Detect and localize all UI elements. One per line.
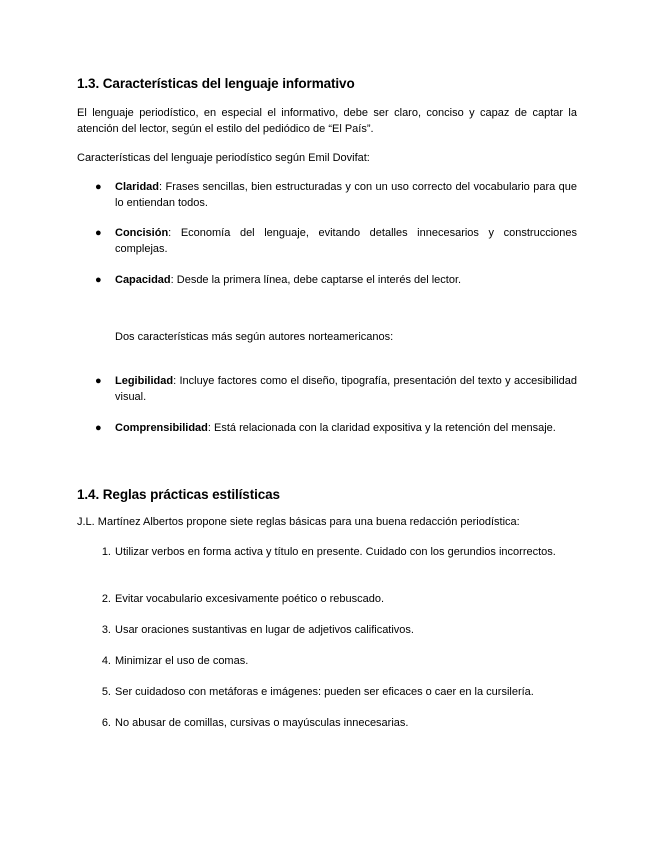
section-1-3-heading: 1.3. Características del lenguaje informativo bbox=[77, 76, 355, 91]
norteamericanos-lead: Dos características más según autores norteamericanos: bbox=[115, 331, 394, 343]
bullet-icon: ● bbox=[95, 274, 102, 286]
bullet-icon: ● bbox=[95, 227, 102, 239]
list-item bbox=[95, 592, 577, 608]
list-item bbox=[95, 273, 577, 289]
rule-text: No abusar de comillas, cursivas o mayúsculas innecesarias. bbox=[115, 717, 409, 729]
definition: : Está relacionada con la claridad expositiva y la retención del mensaje. bbox=[207, 422, 556, 434]
list-item bbox=[95, 685, 577, 701]
section-1-4-heading: 1.4. Reglas prácticas estilísticas bbox=[77, 487, 280, 502]
list-item bbox=[95, 374, 577, 405]
intro-paragraph: El lenguaje periodístico, en especial el informativo, debe ser claro, conciso y capaz de captar la atención del lector, según el estilo del pediódico de “El País”. bbox=[77, 107, 577, 135]
definition: : Economía del lenguaje, evitando detalles innecesarios y construcciones complejas. bbox=[115, 227, 577, 255]
item-number: 2. bbox=[101, 593, 111, 605]
dovifat-lead: Características del lenguaje periodístico según Emil Dovifat: bbox=[77, 152, 370, 164]
list-item bbox=[95, 716, 577, 732]
bullet-icon: ● bbox=[95, 422, 102, 434]
rule-text: Minimizar el uso de comas. bbox=[115, 655, 249, 667]
bullet-icon: ● bbox=[95, 375, 102, 387]
item-number: 6. bbox=[101, 717, 111, 729]
item-number: 1. bbox=[101, 546, 111, 558]
rule-text: Ser cuidadoso con metáforas e imágenes: pueden ser eficaces o caer en la cursilería. bbox=[115, 686, 534, 698]
definition: : Desde la primera línea, debe captarse el interés del lector. bbox=[170, 274, 462, 286]
list-item bbox=[95, 226, 577, 257]
list-item bbox=[95, 180, 577, 211]
term: Capacidad bbox=[115, 274, 171, 286]
term: Concisión bbox=[115, 227, 169, 239]
term: Legibilidad bbox=[115, 375, 174, 387]
list-item bbox=[95, 623, 577, 639]
definition: : Incluye factores como el diseño, tipografía, presentación del texto y accesibilidad visual. bbox=[115, 375, 577, 403]
item-number: 4. bbox=[101, 655, 111, 667]
rule-text: Utilizar verbos en forma activa y título en presente. Cuidado con los gerundios incorrectos. bbox=[115, 546, 556, 558]
item-number: 5. bbox=[101, 686, 111, 698]
definition: : Frases sencillas, bien estructuradas y con un uso correcto del vocabulario para que lo entiendan todos. bbox=[115, 181, 577, 209]
term: Comprensibilidad bbox=[115, 422, 208, 434]
albertos-lead: J.L. Martínez Albertos propone siete reglas básicas para una buena redacción periodística: bbox=[77, 516, 520, 528]
list-item bbox=[95, 654, 577, 670]
rule-text: Usar oraciones sustantivas en lugar de adjetivos calificativos. bbox=[115, 624, 414, 636]
list-item bbox=[95, 421, 577, 437]
item-number: 3. bbox=[101, 624, 111, 636]
list-item bbox=[95, 545, 577, 561]
bullet-icon: ● bbox=[95, 181, 102, 193]
rule-text: Evitar vocabulario excesivamente poético o rebuscado. bbox=[115, 593, 385, 605]
term: Claridad bbox=[115, 181, 160, 193]
